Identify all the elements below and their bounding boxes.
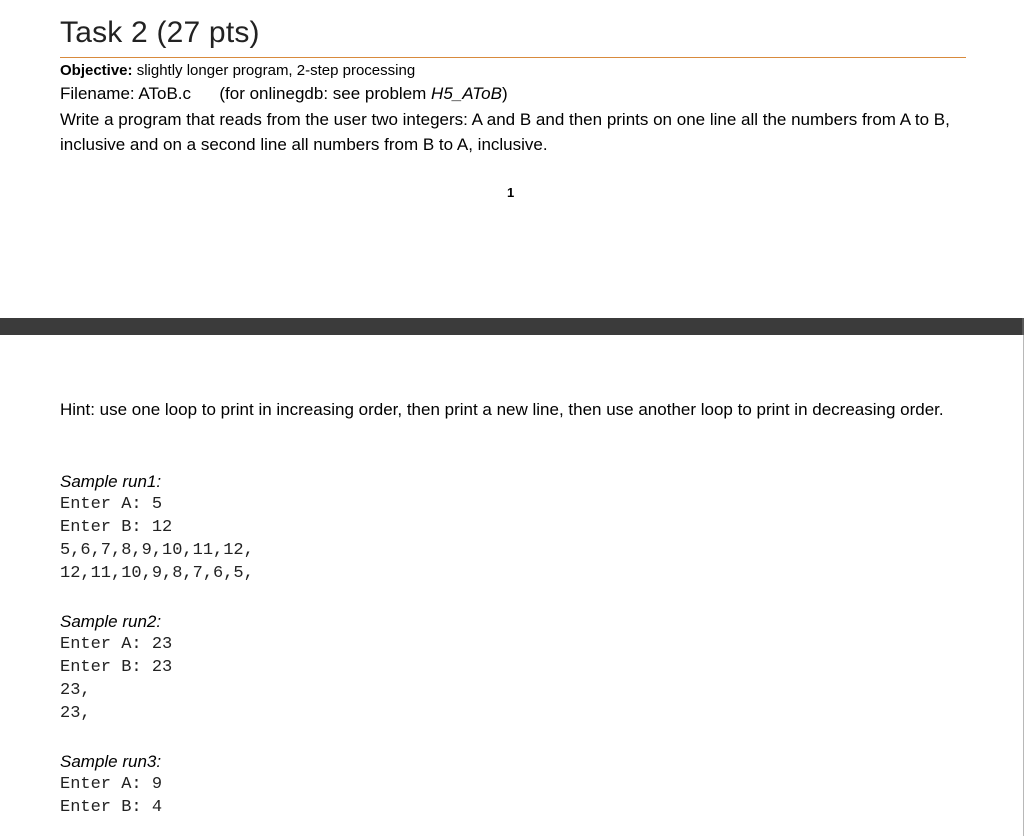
page-separator: [0, 318, 1024, 335]
page-1-bottom: [0, 0, 1024, 318]
objective-label: Objective:: [60, 62, 133, 79]
objective-text: slightly longer program, 2-step processing: [132, 62, 416, 79]
objective-line: [60, 61, 415, 81]
code-line: 5,6,7,8,9,10,11,12,: [60, 541, 254, 560]
sample-run-3: [60, 751, 162, 819]
code-line: 23,: [60, 681, 91, 700]
filename-line: [60, 83, 508, 105]
code-line: Enter A: 5: [60, 495, 163, 514]
filename-close: ): [501, 84, 508, 103]
code-line: 23,: [60, 704, 91, 723]
code-line: Enter B: 23: [60, 658, 173, 677]
sample-label: Sample run3:: [60, 752, 162, 771]
hint-text: Hint: use one loop to print in increasing order, then print a new line, then use another loop to print in decreasing order.: [60, 400, 944, 419]
sample-run-2: [60, 611, 172, 725]
code-line: Enter B: 4: [60, 798, 163, 817]
sample-label: Sample run2:: [60, 612, 162, 631]
code-line: Enter B: 12: [60, 518, 173, 537]
page-number: 1: [507, 185, 515, 200]
sample-label: Sample run1:: [60, 472, 162, 491]
title-underline: [60, 57, 966, 58]
task-description: Write a program that reads from the user two integers: A and B and then prints on one line all the numbers from A to B, inclusive and on a second line all numbers from B to A, inclusive.: [60, 110, 950, 154]
sample-run-1: [60, 471, 254, 585]
code-line: Enter A: 9: [60, 775, 163, 794]
task-title: Task 2 (27 pts): [60, 16, 260, 49]
code-line: Enter A: 23: [60, 635, 173, 654]
code-line: 12,11,10,9,8,7,6,5,: [60, 564, 254, 583]
onlinegdb-problem: H5_AToB: [431, 84, 502, 103]
filename-text: Filename: AToB.c (for onlinegdb: see problem: [60, 84, 432, 103]
